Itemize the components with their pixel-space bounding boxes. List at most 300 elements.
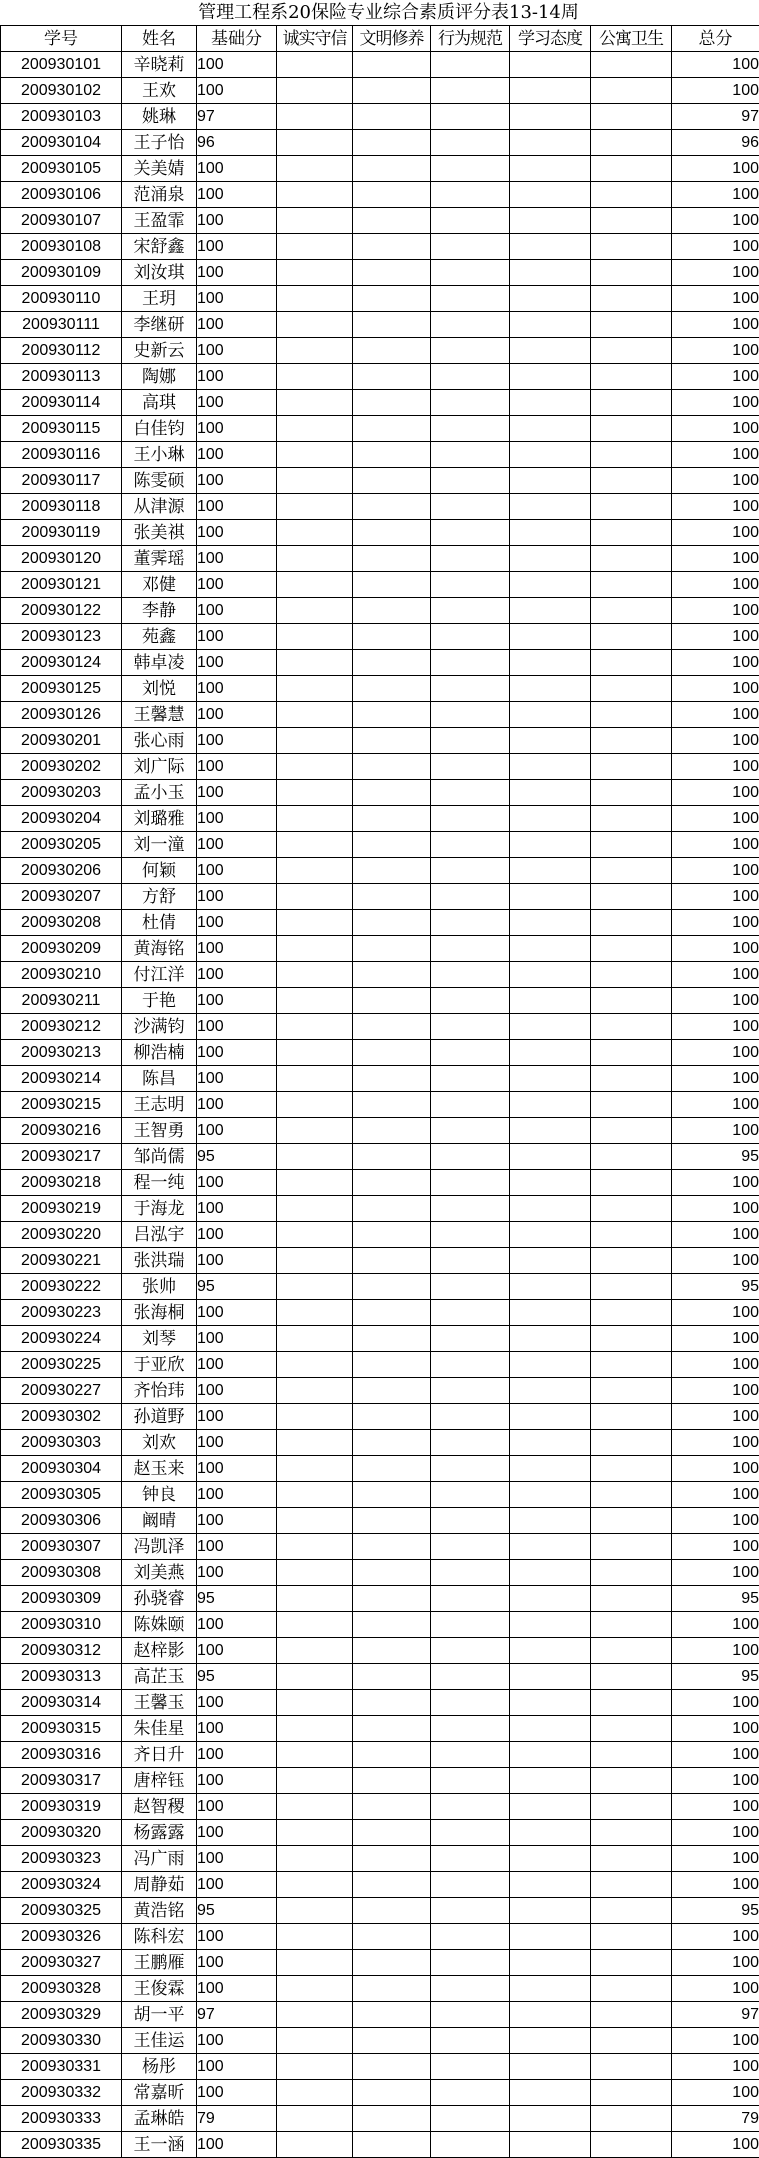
cell-base-score: 100 bbox=[197, 2132, 277, 2158]
cell-honesty bbox=[277, 2054, 353, 2080]
cell-name: 张心雨 bbox=[122, 728, 197, 754]
cell-name: 邓健 bbox=[122, 572, 197, 598]
cell-dorm-hygiene bbox=[591, 234, 672, 260]
cell-civility bbox=[353, 442, 431, 468]
cell-honesty bbox=[277, 1794, 353, 1820]
cell-conduct bbox=[431, 1508, 510, 1534]
cell-conduct bbox=[431, 1482, 510, 1508]
cell-attitude bbox=[510, 1092, 591, 1118]
cell-civility bbox=[353, 806, 431, 832]
cell-total: 100 bbox=[672, 1482, 759, 1508]
cell-honesty bbox=[277, 1144, 353, 1170]
cell-conduct bbox=[431, 1196, 510, 1222]
cell-name: 白佳钧 bbox=[122, 416, 197, 442]
cell-name: 高琪 bbox=[122, 390, 197, 416]
cell-honesty bbox=[277, 2080, 353, 2106]
cell-dorm-hygiene bbox=[591, 1066, 672, 1092]
cell-dorm-hygiene bbox=[591, 624, 672, 650]
cell-name: 周静茹 bbox=[122, 1872, 197, 1898]
cell-name: 李静 bbox=[122, 598, 197, 624]
cell-total: 95 bbox=[672, 1664, 759, 1690]
cell-student-id: 200930201 bbox=[1, 728, 122, 754]
cell-base-score: 100 bbox=[197, 910, 277, 936]
cell-civility bbox=[353, 676, 431, 702]
cell-base-score: 100 bbox=[197, 468, 277, 494]
table-row bbox=[1, 78, 759, 104]
table-row bbox=[1, 416, 759, 442]
cell-dorm-hygiene bbox=[591, 494, 672, 520]
cell-civility bbox=[353, 598, 431, 624]
cell-conduct bbox=[431, 1118, 510, 1144]
cell-dorm-hygiene bbox=[591, 1742, 672, 1768]
table-row bbox=[1, 1378, 759, 1404]
cell-total: 100 bbox=[672, 1196, 759, 1222]
cell-base-score: 100 bbox=[197, 260, 277, 286]
cell-dorm-hygiene bbox=[591, 1950, 672, 1976]
cell-dorm-hygiene bbox=[591, 156, 672, 182]
cell-name: 孟小玉 bbox=[122, 780, 197, 806]
cell-name: 于亚欣 bbox=[122, 1352, 197, 1378]
cell-name: 陈科宏 bbox=[122, 1924, 197, 1950]
cell-attitude bbox=[510, 1456, 591, 1482]
cell-attitude bbox=[510, 1170, 591, 1196]
table-row bbox=[1, 1300, 759, 1326]
cell-civility bbox=[353, 1300, 431, 1326]
cell-name: 王馨慧 bbox=[122, 702, 197, 728]
cell-honesty bbox=[277, 1482, 353, 1508]
cell-name: 张洪瑞 bbox=[122, 1248, 197, 1274]
cell-total: 95 bbox=[672, 1898, 759, 1924]
cell-honesty bbox=[277, 858, 353, 884]
cell-total: 100 bbox=[672, 1352, 759, 1378]
cell-attitude bbox=[510, 1326, 591, 1352]
table-row bbox=[1, 884, 759, 910]
cell-honesty bbox=[277, 676, 353, 702]
cell-conduct bbox=[431, 2080, 510, 2106]
cell-total: 100 bbox=[672, 390, 759, 416]
cell-student-id: 200930308 bbox=[1, 1560, 122, 1586]
cell-honesty bbox=[277, 1898, 353, 1924]
cell-dorm-hygiene bbox=[591, 1248, 672, 1274]
cell-civility bbox=[353, 962, 431, 988]
cell-student-id: 200930213 bbox=[1, 1040, 122, 1066]
cell-student-id: 200930115 bbox=[1, 416, 122, 442]
header-honesty: 诚实守信 bbox=[277, 26, 353, 52]
cell-conduct bbox=[431, 2132, 510, 2158]
cell-conduct bbox=[431, 390, 510, 416]
table-row bbox=[1, 1092, 759, 1118]
cell-base-score: 100 bbox=[197, 1950, 277, 1976]
cell-civility bbox=[353, 1404, 431, 1430]
table-row bbox=[1, 338, 759, 364]
cell-honesty bbox=[277, 1742, 353, 1768]
cell-total: 100 bbox=[672, 260, 759, 286]
cell-total: 100 bbox=[672, 1924, 759, 1950]
cell-dorm-hygiene bbox=[591, 338, 672, 364]
cell-honesty bbox=[277, 1664, 353, 1690]
cell-dorm-hygiene bbox=[591, 1456, 672, 1482]
cell-civility bbox=[353, 1846, 431, 1872]
cell-dorm-hygiene bbox=[591, 962, 672, 988]
cell-student-id: 200930328 bbox=[1, 1976, 122, 2002]
cell-conduct bbox=[431, 1820, 510, 1846]
cell-attitude bbox=[510, 338, 591, 364]
cell-name: 刘广际 bbox=[122, 754, 197, 780]
cell-honesty bbox=[277, 1118, 353, 1144]
cell-name: 刘欢 bbox=[122, 1430, 197, 1456]
cell-name: 刘美燕 bbox=[122, 1560, 197, 1586]
cell-honesty bbox=[277, 338, 353, 364]
cell-civility bbox=[353, 1352, 431, 1378]
cell-base-score: 100 bbox=[197, 182, 277, 208]
cell-honesty bbox=[277, 1170, 353, 1196]
table-row bbox=[1, 1508, 759, 1534]
cell-total: 100 bbox=[672, 624, 759, 650]
cell-total: 100 bbox=[672, 572, 759, 598]
table-row bbox=[1, 1560, 759, 1586]
cell-name: 柳浩楠 bbox=[122, 1040, 197, 1066]
cell-conduct bbox=[431, 1222, 510, 1248]
cell-dorm-hygiene bbox=[591, 364, 672, 390]
cell-attitude bbox=[510, 312, 591, 338]
cell-student-id: 200930212 bbox=[1, 1014, 122, 1040]
cell-name: 王智勇 bbox=[122, 1118, 197, 1144]
cell-conduct bbox=[431, 1352, 510, 1378]
table-row bbox=[1, 1274, 759, 1300]
table-row bbox=[1, 728, 759, 754]
cell-conduct bbox=[431, 260, 510, 286]
cell-name: 朱佳星 bbox=[122, 1716, 197, 1742]
cell-base-score: 100 bbox=[197, 754, 277, 780]
cell-civility bbox=[353, 1430, 431, 1456]
cell-base-score: 100 bbox=[197, 1430, 277, 1456]
cell-conduct bbox=[431, 546, 510, 572]
cell-student-id: 200930315 bbox=[1, 1716, 122, 1742]
cell-conduct bbox=[431, 1170, 510, 1196]
cell-base-score: 100 bbox=[197, 1482, 277, 1508]
cell-dorm-hygiene bbox=[591, 754, 672, 780]
cell-attitude bbox=[510, 1690, 591, 1716]
cell-attitude bbox=[510, 78, 591, 104]
cell-student-id: 200930314 bbox=[1, 1690, 122, 1716]
cell-attitude bbox=[510, 182, 591, 208]
cell-dorm-hygiene bbox=[591, 468, 672, 494]
cell-name: 黄海铭 bbox=[122, 936, 197, 962]
cell-name: 孙骁睿 bbox=[122, 1586, 197, 1612]
cell-total: 100 bbox=[672, 1456, 759, 1482]
cell-total: 95 bbox=[672, 1586, 759, 1612]
cell-total: 100 bbox=[672, 1716, 759, 1742]
cell-student-id: 200930307 bbox=[1, 1534, 122, 1560]
cell-student-id: 200930216 bbox=[1, 1118, 122, 1144]
cell-dorm-hygiene bbox=[591, 598, 672, 624]
cell-conduct bbox=[431, 1664, 510, 1690]
cell-civility bbox=[353, 1768, 431, 1794]
cell-conduct bbox=[431, 832, 510, 858]
cell-student-id: 200930332 bbox=[1, 2080, 122, 2106]
cell-civility bbox=[353, 754, 431, 780]
cell-total: 100 bbox=[672, 52, 759, 78]
cell-dorm-hygiene bbox=[591, 884, 672, 910]
cell-student-id: 200930104 bbox=[1, 130, 122, 156]
cell-student-id: 200930227 bbox=[1, 1378, 122, 1404]
cell-dorm-hygiene bbox=[591, 1170, 672, 1196]
cell-attitude bbox=[510, 728, 591, 754]
cell-honesty bbox=[277, 624, 353, 650]
cell-base-score: 100 bbox=[197, 520, 277, 546]
cell-name: 邹尚儒 bbox=[122, 1144, 197, 1170]
cell-honesty bbox=[277, 2028, 353, 2054]
cell-student-id: 200930123 bbox=[1, 624, 122, 650]
cell-name: 沙满钧 bbox=[122, 1014, 197, 1040]
cell-student-id: 200930224 bbox=[1, 1326, 122, 1352]
cell-student-id: 200930217 bbox=[1, 1144, 122, 1170]
table-row bbox=[1, 130, 759, 156]
cell-conduct bbox=[431, 1690, 510, 1716]
header-civility: 文明修养 bbox=[353, 26, 431, 52]
cell-attitude bbox=[510, 1508, 591, 1534]
cell-attitude bbox=[510, 1820, 591, 1846]
cell-conduct bbox=[431, 1430, 510, 1456]
cell-conduct bbox=[431, 806, 510, 832]
cell-name: 吕泓宇 bbox=[122, 1222, 197, 1248]
cell-civility bbox=[353, 364, 431, 390]
cell-honesty bbox=[277, 78, 353, 104]
table-row bbox=[1, 1976, 759, 2002]
cell-name: 从津源 bbox=[122, 494, 197, 520]
cell-base-score: 100 bbox=[197, 702, 277, 728]
header-row bbox=[1, 26, 759, 52]
cell-student-id: 200930209 bbox=[1, 936, 122, 962]
cell-attitude bbox=[510, 2080, 591, 2106]
cell-civility bbox=[353, 468, 431, 494]
cell-conduct bbox=[431, 416, 510, 442]
cell-civility bbox=[353, 1950, 431, 1976]
cell-base-score: 100 bbox=[197, 1014, 277, 1040]
cell-base-score: 100 bbox=[197, 884, 277, 910]
cell-base-score: 100 bbox=[197, 1378, 277, 1404]
table-row bbox=[1, 2106, 759, 2132]
cell-student-id: 200930117 bbox=[1, 468, 122, 494]
cell-attitude bbox=[510, 832, 591, 858]
cell-civility bbox=[353, 390, 431, 416]
cell-conduct bbox=[431, 1924, 510, 1950]
cell-civility bbox=[353, 1976, 431, 2002]
cell-attitude bbox=[510, 1560, 591, 1586]
cell-honesty bbox=[277, 1456, 353, 1482]
cell-attitude bbox=[510, 1742, 591, 1768]
cell-honesty bbox=[277, 936, 353, 962]
cell-total: 100 bbox=[672, 1690, 759, 1716]
cell-base-score: 100 bbox=[197, 1612, 277, 1638]
cell-student-id: 200930118 bbox=[1, 494, 122, 520]
cell-conduct bbox=[431, 1248, 510, 1274]
cell-student-id: 200930105 bbox=[1, 156, 122, 182]
cell-base-score: 100 bbox=[197, 1326, 277, 1352]
table-row bbox=[1, 1196, 759, 1222]
cell-total: 97 bbox=[672, 104, 759, 130]
cell-attitude bbox=[510, 208, 591, 234]
cell-name: 王馨玉 bbox=[122, 1690, 197, 1716]
table-row bbox=[1, 1638, 759, 1664]
cell-honesty bbox=[277, 1976, 353, 2002]
cell-conduct bbox=[431, 962, 510, 988]
cell-student-id: 200930223 bbox=[1, 1300, 122, 1326]
cell-total: 100 bbox=[672, 988, 759, 1014]
cell-honesty bbox=[277, 962, 353, 988]
cell-name: 陶娜 bbox=[122, 364, 197, 390]
cell-base-score: 95 bbox=[197, 1664, 277, 1690]
cell-honesty bbox=[277, 806, 353, 832]
cell-attitude bbox=[510, 260, 591, 286]
cell-name: 刘悦 bbox=[122, 676, 197, 702]
cell-student-id: 200930103 bbox=[1, 104, 122, 130]
header-base-score: 基础分 bbox=[197, 26, 277, 52]
cell-base-score: 100 bbox=[197, 2054, 277, 2080]
cell-conduct bbox=[431, 1092, 510, 1118]
cell-student-id: 200930204 bbox=[1, 806, 122, 832]
cell-base-score: 100 bbox=[197, 2080, 277, 2106]
table-row bbox=[1, 1222, 759, 1248]
table-row bbox=[1, 442, 759, 468]
cell-attitude bbox=[510, 1898, 591, 1924]
cell-attitude bbox=[510, 650, 591, 676]
cell-civility bbox=[353, 1690, 431, 1716]
cell-name: 张海桐 bbox=[122, 1300, 197, 1326]
table-row bbox=[1, 1404, 759, 1430]
cell-name: 陈昌 bbox=[122, 1066, 197, 1092]
cell-honesty bbox=[277, 156, 353, 182]
cell-total: 100 bbox=[672, 1768, 759, 1794]
cell-conduct bbox=[431, 1534, 510, 1560]
cell-base-score: 100 bbox=[197, 1300, 277, 1326]
cell-honesty bbox=[277, 286, 353, 312]
cell-name: 唐梓钰 bbox=[122, 1768, 197, 1794]
cell-civility bbox=[353, 832, 431, 858]
cell-honesty bbox=[277, 364, 353, 390]
table-row bbox=[1, 1846, 759, 1872]
cell-dorm-hygiene bbox=[591, 52, 672, 78]
cell-honesty bbox=[277, 546, 353, 572]
cell-dorm-hygiene bbox=[591, 208, 672, 234]
cell-dorm-hygiene bbox=[591, 2132, 672, 2158]
cell-student-id: 200930219 bbox=[1, 1196, 122, 1222]
cell-name: 范涌泉 bbox=[122, 182, 197, 208]
cell-student-id: 200930303 bbox=[1, 1430, 122, 1456]
cell-total: 100 bbox=[672, 520, 759, 546]
cell-civility bbox=[353, 2002, 431, 2028]
cell-base-score: 100 bbox=[197, 1352, 277, 1378]
cell-attitude bbox=[510, 234, 591, 260]
table-row bbox=[1, 1248, 759, 1274]
cell-attitude bbox=[510, 1040, 591, 1066]
cell-total: 100 bbox=[672, 806, 759, 832]
cell-conduct bbox=[431, 1742, 510, 1768]
cell-total: 100 bbox=[672, 1118, 759, 1144]
cell-conduct bbox=[431, 1794, 510, 1820]
cell-honesty bbox=[277, 988, 353, 1014]
cell-civility bbox=[353, 1222, 431, 1248]
cell-name: 齐日升 bbox=[122, 1742, 197, 1768]
cell-conduct bbox=[431, 624, 510, 650]
cell-conduct bbox=[431, 936, 510, 962]
cell-name: 刘琴 bbox=[122, 1326, 197, 1352]
cell-student-id: 200930306 bbox=[1, 1508, 122, 1534]
cell-total: 100 bbox=[672, 1794, 759, 1820]
cell-base-score: 100 bbox=[197, 1976, 277, 2002]
cell-dorm-hygiene bbox=[591, 1404, 672, 1430]
cell-civility bbox=[353, 1872, 431, 1898]
cell-conduct bbox=[431, 130, 510, 156]
cell-base-score: 100 bbox=[197, 1040, 277, 1066]
table-row bbox=[1, 572, 759, 598]
cell-student-id: 200930310 bbox=[1, 1612, 122, 1638]
table-row bbox=[1, 780, 759, 806]
cell-attitude bbox=[510, 1612, 591, 1638]
table-row bbox=[1, 1820, 759, 1846]
cell-attitude bbox=[510, 858, 591, 884]
cell-name: 孟琳皓 bbox=[122, 2106, 197, 2132]
cell-dorm-hygiene bbox=[591, 806, 672, 832]
cell-total: 95 bbox=[672, 1274, 759, 1300]
cell-dorm-hygiene bbox=[591, 286, 672, 312]
cell-attitude bbox=[510, 52, 591, 78]
cell-dorm-hygiene bbox=[591, 832, 672, 858]
cell-dorm-hygiene bbox=[591, 1118, 672, 1144]
cell-dorm-hygiene bbox=[591, 1586, 672, 1612]
cell-name: 韩卓凌 bbox=[122, 650, 197, 676]
cell-base-score: 100 bbox=[197, 728, 277, 754]
cell-civility bbox=[353, 1794, 431, 1820]
cell-honesty bbox=[277, 650, 353, 676]
cell-conduct bbox=[431, 338, 510, 364]
cell-civility bbox=[353, 858, 431, 884]
cell-name: 赵梓影 bbox=[122, 1638, 197, 1664]
cell-name: 方舒 bbox=[122, 884, 197, 910]
cell-base-score: 100 bbox=[197, 676, 277, 702]
cell-attitude bbox=[510, 2002, 591, 2028]
table-row bbox=[1, 234, 759, 260]
cell-student-id: 200930324 bbox=[1, 1872, 122, 1898]
table-row bbox=[1, 1924, 759, 1950]
cell-student-id: 200930329 bbox=[1, 2002, 122, 2028]
table-row bbox=[1, 156, 759, 182]
cell-base-score: 100 bbox=[197, 624, 277, 650]
cell-conduct bbox=[431, 1768, 510, 1794]
cell-student-id: 200930319 bbox=[1, 1794, 122, 1820]
cell-attitude bbox=[510, 884, 591, 910]
cell-conduct bbox=[431, 234, 510, 260]
cell-attitude bbox=[510, 1118, 591, 1144]
cell-name: 辛晓莉 bbox=[122, 52, 197, 78]
cell-attitude bbox=[510, 2028, 591, 2054]
cell-honesty bbox=[277, 702, 353, 728]
cell-name: 黄浩铭 bbox=[122, 1898, 197, 1924]
cell-honesty bbox=[277, 728, 353, 754]
cell-attitude bbox=[510, 1664, 591, 1690]
cell-conduct bbox=[431, 988, 510, 1014]
cell-honesty bbox=[277, 1820, 353, 1846]
cell-base-score: 97 bbox=[197, 104, 277, 130]
cell-total: 100 bbox=[672, 858, 759, 884]
cell-civility bbox=[353, 1170, 431, 1196]
cell-civility bbox=[353, 1638, 431, 1664]
cell-honesty bbox=[277, 1508, 353, 1534]
cell-civility bbox=[353, 1196, 431, 1222]
cell-student-id: 200930208 bbox=[1, 910, 122, 936]
cell-honesty bbox=[277, 1378, 353, 1404]
cell-civility bbox=[353, 2028, 431, 2054]
